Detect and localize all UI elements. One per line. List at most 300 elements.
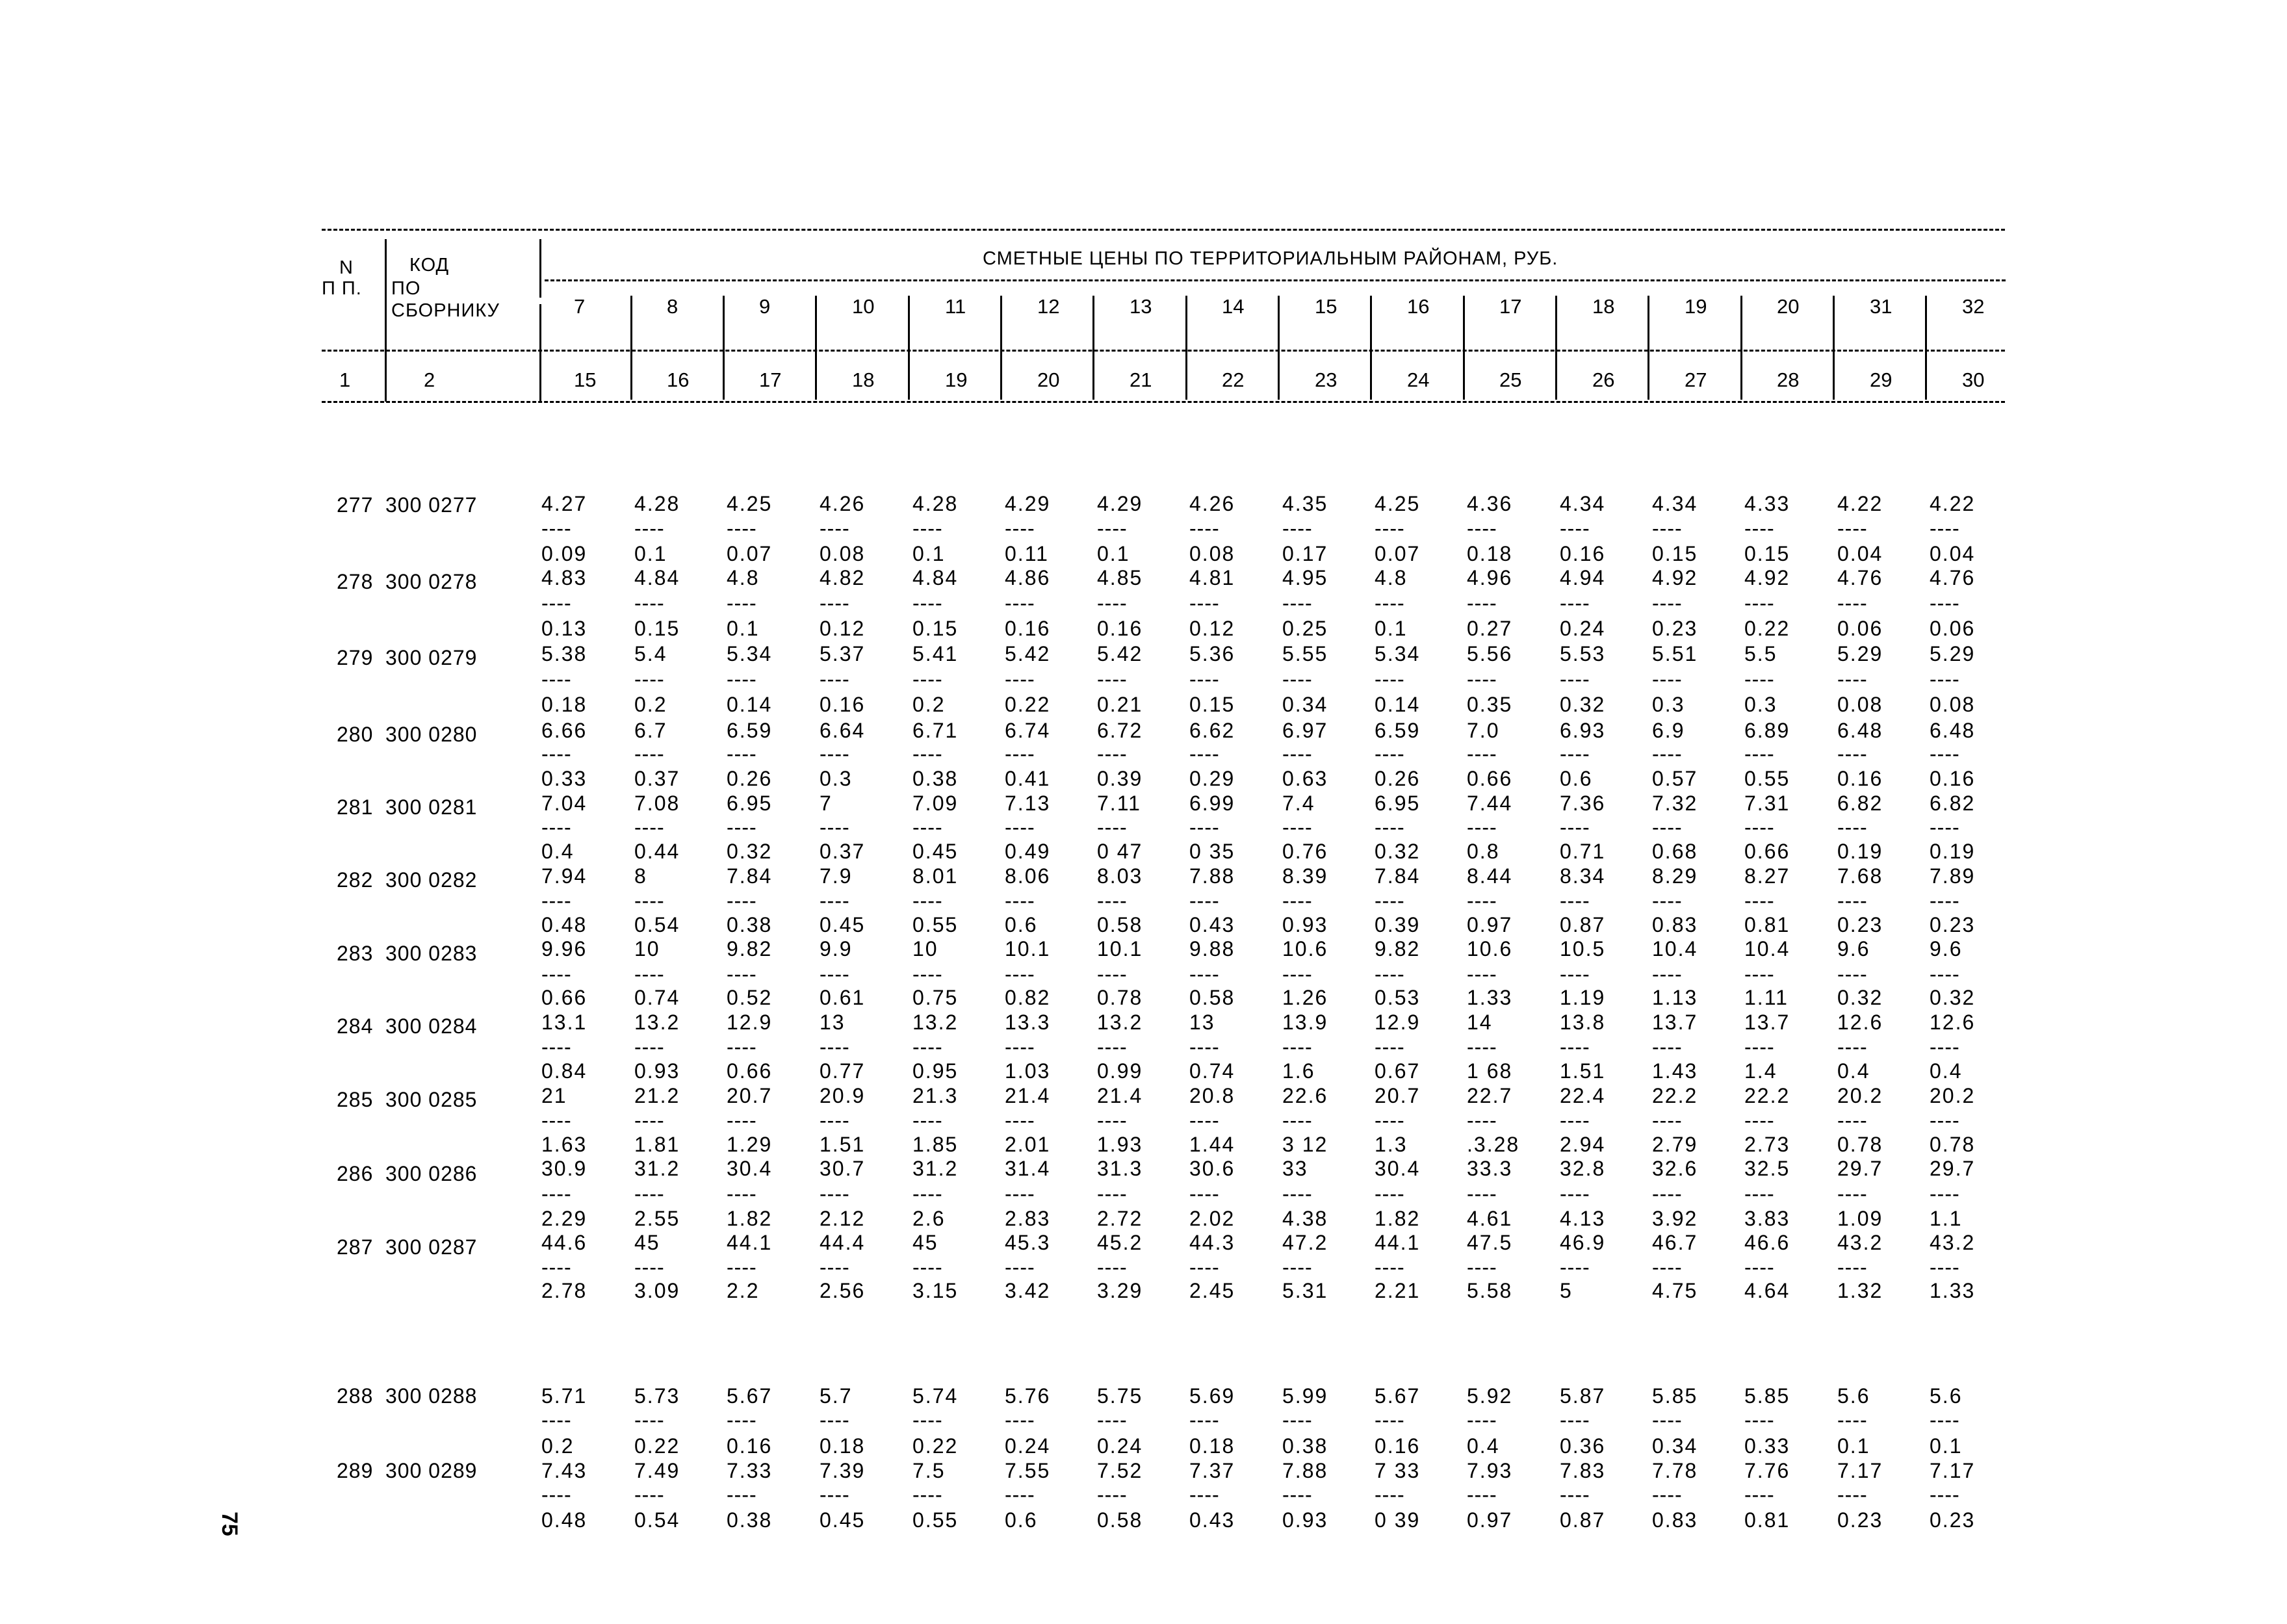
- price-cell: 3 12: [1282, 1133, 1328, 1156]
- fraction-separator: ----: [1652, 889, 1683, 912]
- fraction-separator: ----: [634, 1256, 665, 1279]
- price-cell: 43.2: [1930, 1231, 1976, 1254]
- price-cell: 1.81: [634, 1133, 680, 1156]
- price-cell: 33: [1282, 1157, 1308, 1180]
- price-cell: 2.72: [1097, 1207, 1143, 1230]
- price-cell: 0.14: [1375, 693, 1421, 716]
- price-cell: 0.2: [912, 693, 946, 716]
- price-cell: 0.93: [1282, 1508, 1328, 1532]
- fraction-separator: ----: [541, 816, 572, 839]
- district-number: 31: [1870, 295, 1893, 318]
- fraction-separator: ----: [541, 962, 572, 986]
- fraction-separator: ----: [1837, 1256, 1868, 1279]
- price-cell: 5.41: [912, 642, 959, 665]
- price-cell: 14: [1467, 1011, 1493, 1034]
- price-cell: 20.8: [1189, 1084, 1235, 1107]
- price-cell: 0.37: [820, 840, 866, 863]
- price-cell: 32.5: [1744, 1157, 1790, 1180]
- district-divider: [1000, 296, 1002, 400]
- price-cell: 0.78: [1837, 1133, 1883, 1156]
- row-number: 283: [337, 942, 374, 965]
- fraction-separator: ----: [820, 1483, 850, 1506]
- price-cell: 1.03: [1005, 1059, 1051, 1083]
- fraction-separator: ----: [1467, 591, 1497, 615]
- price-cell: 0.43: [1189, 913, 1235, 936]
- header-title: СМЕТНЫЕ ЦЕНЫ ПО ТЕРРИТОРИАЛЬНЫМ РАЙОНАМ, РУБ.: [983, 248, 1558, 269]
- fraction-separator: ----: [1560, 816, 1590, 839]
- price-cell: 0.3: [820, 767, 853, 790]
- price-cell: 5.38: [541, 642, 588, 665]
- fraction-separator: ----: [1744, 1182, 1775, 1205]
- price-cell: 5.42: [1005, 642, 1051, 665]
- fraction-separator: ----: [1930, 667, 1960, 691]
- price-cell: 6.59: [1375, 719, 1421, 742]
- fraction-separator: ----: [820, 1109, 850, 1132]
- price-cell: 4.13: [1560, 1207, 1606, 1230]
- price-cell: 1.4: [1744, 1059, 1777, 1083]
- column-number: 15: [574, 368, 597, 391]
- price-cell: 4.76: [1837, 566, 1883, 589]
- header-bottom-rule: [322, 401, 2005, 403]
- fraction-separator: ----: [1652, 1109, 1683, 1132]
- fraction-separator: ----: [1560, 1408, 1590, 1432]
- price-cell: 0.77: [820, 1059, 866, 1083]
- column-number: 26: [1592, 368, 1615, 391]
- fraction-separator: ----: [541, 1256, 572, 1279]
- fraction-separator: ----: [1652, 816, 1683, 839]
- price-cell: 0.24: [1097, 1434, 1143, 1458]
- price-cell: 0.3: [1744, 693, 1777, 716]
- row-code: 300 0287: [385, 1235, 478, 1259]
- price-cell: 0.34: [1282, 693, 1328, 716]
- fraction-separator: ----: [1097, 517, 1128, 540]
- price-cell: 0.1: [912, 542, 946, 565]
- fraction-separator: ----: [1744, 816, 1775, 839]
- price-cell: 0.04: [1930, 542, 1976, 565]
- row-number: 288: [337, 1384, 374, 1408]
- price-cell: 7.04: [541, 792, 588, 815]
- fraction-separator: ----: [1375, 1182, 1405, 1205]
- price-cell: 30.6: [1189, 1157, 1235, 1180]
- price-cell: 1.44: [1189, 1133, 1235, 1156]
- price-cell: 2.21: [1375, 1279, 1421, 1302]
- fraction-separator: ----: [1652, 962, 1683, 986]
- fraction-separator: ----: [541, 1408, 572, 1432]
- header-vbar-kod: [539, 239, 541, 298]
- price-cell: 6.95: [1375, 792, 1421, 815]
- price-cell: 0.2: [634, 693, 667, 716]
- fraction-separator: ----: [727, 1182, 757, 1205]
- fraction-separator: ----: [1189, 816, 1220, 839]
- price-cell: 7.93: [1467, 1459, 1513, 1482]
- price-cell: 4.34: [1560, 492, 1606, 515]
- price-cell: 8.01: [912, 864, 959, 888]
- price-cell: 0.82: [1005, 986, 1051, 1009]
- price-cell: 0.23: [1837, 913, 1883, 936]
- price-cell: 5.29: [1930, 642, 1976, 665]
- fraction-separator: ----: [1744, 591, 1775, 615]
- price-cell: 1.1: [1930, 1207, 1963, 1230]
- price-cell: 4.34: [1652, 492, 1698, 515]
- price-cell: 0.1: [727, 617, 760, 640]
- fraction-separator: ----: [634, 962, 665, 986]
- price-cell: 0.53: [1375, 986, 1421, 1009]
- price-cell: 7.0: [1467, 719, 1500, 742]
- price-cell: 9.82: [1375, 937, 1421, 960]
- price-cell: 0.3: [1652, 693, 1685, 716]
- fraction-separator: ----: [1930, 517, 1960, 540]
- column-number: 18: [852, 368, 875, 391]
- fraction-separator: ----: [1189, 1109, 1220, 1132]
- price-cell: 20.7: [1375, 1084, 1421, 1107]
- price-cell: 1.26: [1282, 986, 1328, 1009]
- fraction-separator: ----: [1744, 1256, 1775, 1279]
- fraction-separator: ----: [1467, 1256, 1497, 1279]
- price-cell: 0.1: [1837, 1434, 1870, 1458]
- price-cell: 10.6: [1282, 937, 1328, 960]
- price-cell: 8.06: [1005, 864, 1051, 888]
- fraction-separator: ----: [634, 1109, 665, 1132]
- price-cell: 7.11: [1097, 792, 1141, 815]
- fraction-separator: ----: [1837, 1483, 1868, 1506]
- price-cell: 0.58: [1189, 986, 1235, 1009]
- fraction-separator: ----: [1097, 667, 1128, 691]
- price-cell: 10.4: [1652, 937, 1698, 960]
- fraction-separator: ----: [541, 1483, 572, 1506]
- price-cell: 4.8: [727, 566, 760, 589]
- price-cell: 0.45: [820, 913, 866, 936]
- price-cell: 0.67: [1375, 1059, 1421, 1083]
- price-cell: 7.32: [1652, 792, 1698, 815]
- fraction-separator: ----: [1467, 667, 1497, 691]
- row-number: 285: [337, 1088, 374, 1111]
- price-cell: 13: [1189, 1011, 1215, 1034]
- price-cell: 0.38: [912, 767, 959, 790]
- district-divider: [1370, 296, 1372, 400]
- colnum-vbar: [385, 364, 387, 396]
- price-cell: 22.7: [1467, 1084, 1513, 1107]
- price-cell: 6.72: [1097, 719, 1143, 742]
- price-cell: 0.18: [541, 693, 588, 716]
- price-cell: 13.7: [1652, 1011, 1698, 1034]
- price-cell: 10.4: [1744, 937, 1790, 960]
- price-cell: 6.71: [912, 719, 959, 742]
- price-cell: 9.6: [1930, 937, 1963, 960]
- fraction-separator: ----: [727, 1035, 757, 1059]
- price-cell: 6.74: [1005, 719, 1051, 742]
- fraction-separator: ----: [1930, 1035, 1960, 1059]
- price-cell: 0.22: [634, 1434, 680, 1458]
- fraction-separator: ----: [912, 1256, 943, 1279]
- fraction-separator: ----: [1097, 962, 1128, 986]
- fraction-separator: ----: [1560, 1182, 1590, 1205]
- fraction-separator: ----: [1282, 1256, 1313, 1279]
- header-kod-label2: ПО: [391, 278, 421, 299]
- fraction-separator: ----: [1744, 962, 1775, 986]
- price-cell: 7.88: [1189, 864, 1235, 888]
- price-cell: 10.1: [1097, 937, 1143, 960]
- fraction-separator: ----: [634, 816, 665, 839]
- fraction-separator: ----: [1467, 962, 1497, 986]
- column-number: 20: [1037, 368, 1060, 391]
- price-cell: 6.64: [820, 719, 866, 742]
- price-cell: 0.63: [1282, 767, 1328, 790]
- price-cell: 5.67: [1375, 1384, 1421, 1408]
- price-cell: 0.22: [1744, 617, 1790, 640]
- fraction-separator: ----: [634, 742, 665, 766]
- price-cell: 8: [634, 864, 647, 888]
- price-cell: 0.16: [1560, 542, 1606, 565]
- fraction-separator: ----: [912, 742, 943, 766]
- price-cell: 2.83: [1005, 1207, 1051, 1230]
- header-kod-label3: СБОРНИКУ: [391, 300, 500, 321]
- fraction-separator: ----: [1930, 1256, 1960, 1279]
- price-cell: 0.26: [1375, 767, 1421, 790]
- price-cell: 7.31: [1744, 792, 1790, 815]
- price-cell: 10: [912, 937, 938, 960]
- fraction-separator: ----: [1652, 1182, 1683, 1205]
- price-cell: 5.85: [1652, 1384, 1698, 1408]
- district-number: 17: [1499, 295, 1522, 318]
- price-cell: 1.3: [1375, 1133, 1408, 1156]
- price-cell: 5.34: [1375, 642, 1421, 665]
- price-cell: 6.89: [1744, 719, 1790, 742]
- price-cell: 5.56: [1467, 642, 1513, 665]
- fraction-separator: ----: [912, 517, 943, 540]
- price-cell: 6.82: [1837, 792, 1883, 815]
- price-cell: 45: [634, 1231, 660, 1254]
- price-cell: 4.84: [912, 566, 959, 589]
- column-number: 23: [1315, 368, 1337, 391]
- fraction-separator: ----: [1282, 1109, 1313, 1132]
- price-cell: 7.44: [1467, 792, 1513, 815]
- price-cell: 0.33: [1744, 1434, 1790, 1458]
- price-cell: 0.23: [1930, 913, 1976, 936]
- price-cell: 4.35: [1282, 492, 1328, 515]
- price-cell: 0.29: [1189, 767, 1235, 790]
- fraction-separator: ----: [1005, 742, 1035, 766]
- price-cell: 12.6: [1930, 1011, 1976, 1034]
- fraction-separator: ----: [727, 667, 757, 691]
- price-cell: 0.22: [912, 1434, 959, 1458]
- fraction-separator: ----: [1467, 816, 1497, 839]
- price-cell: 0.08: [1837, 693, 1883, 716]
- price-cell: 1.43: [1652, 1059, 1698, 1083]
- fraction-separator: ----: [1375, 517, 1405, 540]
- price-cell: 0.06: [1837, 617, 1883, 640]
- price-cell: 6.9: [1652, 719, 1685, 742]
- fraction-separator: ----: [1189, 1408, 1220, 1432]
- price-cell: 0.83: [1652, 913, 1698, 936]
- fraction-separator: ----: [912, 1182, 943, 1205]
- price-cell: 0.21: [1097, 693, 1143, 716]
- fraction-separator: ----: [541, 591, 572, 615]
- district-rule: [545, 279, 2006, 281]
- price-cell: 0.57: [1652, 767, 1698, 790]
- fraction-separator: ----: [1652, 1035, 1683, 1059]
- price-cell: 0.81: [1744, 1508, 1790, 1532]
- price-cell: 0.15: [1652, 542, 1698, 565]
- price-cell: 7.68: [1837, 864, 1883, 888]
- fraction-separator: ----: [820, 591, 850, 615]
- fraction-separator: ----: [1282, 742, 1313, 766]
- price-cell: 0 47: [1097, 840, 1143, 863]
- price-cell: 46.7: [1652, 1231, 1698, 1254]
- column-number: 28: [1777, 368, 1800, 391]
- price-cell: 13: [820, 1011, 846, 1034]
- fraction-separator: ----: [1930, 889, 1960, 912]
- price-cell: 22.4: [1560, 1084, 1606, 1107]
- district-divider: [815, 296, 817, 400]
- price-cell: 7.4: [1282, 792, 1315, 815]
- price-cell: 2.78: [541, 1279, 588, 1302]
- price-cell: 0.44: [634, 840, 680, 863]
- price-cell: 0.12: [820, 617, 866, 640]
- price-cell: 4.96: [1467, 566, 1513, 589]
- price-cell: 20.9: [820, 1084, 866, 1107]
- fraction-separator: ----: [634, 517, 665, 540]
- fraction-separator: ----: [1560, 962, 1590, 986]
- price-cell: 0.16: [1837, 767, 1883, 790]
- price-cell: 5.92: [1467, 1384, 1513, 1408]
- row-number: 286: [337, 1162, 374, 1185]
- price-cell: 1.33: [1930, 1279, 1976, 1302]
- fraction-separator: ----: [1560, 667, 1590, 691]
- price-cell: 0.4: [1467, 1434, 1500, 1458]
- fraction-separator: ----: [1837, 1109, 1868, 1132]
- fraction-separator: ----: [1744, 517, 1775, 540]
- fraction-separator: ----: [1560, 591, 1590, 615]
- price-cell: 7.55: [1005, 1459, 1051, 1482]
- fraction-separator: ----: [912, 816, 943, 839]
- price-cell: 0.08: [1189, 542, 1235, 565]
- price-cell: 1.63: [541, 1133, 588, 1156]
- fraction-separator: ----: [1189, 1182, 1220, 1205]
- column-number: 21: [1130, 368, 1152, 391]
- price-cell: 0.34: [1652, 1434, 1698, 1458]
- price-cell: 0.6: [1005, 913, 1038, 936]
- fraction-separator: ----: [727, 517, 757, 540]
- fraction-separator: ----: [1189, 1035, 1220, 1059]
- fraction-separator: ----: [912, 1408, 943, 1432]
- price-cell: 30.7: [820, 1157, 866, 1180]
- price-cell: 0.08: [1930, 693, 1976, 716]
- price-cell: 7.84: [727, 864, 773, 888]
- price-cell: 5.74: [912, 1384, 959, 1408]
- row-code: 300 0282: [385, 868, 478, 892]
- price-cell: 7.84: [1375, 864, 1421, 888]
- row-code: 300 0289: [385, 1459, 478, 1482]
- fraction-separator: ----: [1652, 1483, 1683, 1506]
- district-number: 20: [1777, 295, 1800, 318]
- column-number: 25: [1499, 368, 1522, 391]
- price-cell: 1.6: [1282, 1059, 1315, 1083]
- fraction-separator: ----: [1467, 1483, 1497, 1506]
- price-cell: 9.96: [541, 937, 588, 960]
- price-cell: 0.6: [1560, 767, 1593, 790]
- price-cell: 5.31: [1282, 1279, 1328, 1302]
- price-cell: 0.23: [1652, 617, 1698, 640]
- row-number: 281: [337, 795, 374, 819]
- price-cell: 7.13: [1005, 792, 1051, 815]
- price-cell: 7.43: [541, 1459, 588, 1482]
- price-cell: 5: [1560, 1279, 1573, 1302]
- price-cell: 31.3: [1097, 1157, 1143, 1180]
- price-cell: 7.78: [1652, 1459, 1698, 1482]
- price-cell: 0.66: [727, 1059, 773, 1083]
- price-cell: 0.27: [1467, 617, 1513, 640]
- price-cell: 0.16: [820, 693, 866, 716]
- price-cell: 7.5: [912, 1459, 946, 1482]
- fraction-separator: ----: [1097, 591, 1128, 615]
- district-divider: [908, 296, 910, 400]
- fraction-separator: ----: [727, 816, 757, 839]
- fraction-separator: ----: [1005, 517, 1035, 540]
- fraction-separator: ----: [541, 1109, 572, 1132]
- fraction-separator: ----: [1930, 742, 1960, 766]
- column-number: 24: [1407, 368, 1430, 391]
- price-cell: 12.6: [1837, 1011, 1883, 1034]
- price-cell: 0.15: [1189, 693, 1235, 716]
- price-cell: 5.34: [727, 642, 773, 665]
- price-cell: 21.4: [1005, 1084, 1051, 1107]
- district-divider: [1092, 296, 1094, 400]
- price-cell: 0.6: [1005, 1508, 1038, 1532]
- price-cell: 4.75: [1652, 1279, 1698, 1302]
- district-number: 12: [1037, 295, 1060, 318]
- price-cell: 4.82: [820, 566, 866, 589]
- fraction-separator: ----: [1930, 1109, 1960, 1132]
- price-cell: 9.9: [820, 937, 853, 960]
- price-cell: 0.26: [727, 767, 773, 790]
- row-number: 280: [337, 723, 374, 746]
- fraction-separator: ----: [1467, 1109, 1497, 1132]
- price-cell: 4.84: [634, 566, 680, 589]
- fraction-separator: ----: [1560, 517, 1590, 540]
- fraction-separator: ----: [1837, 962, 1868, 986]
- price-cell: 13.2: [634, 1011, 680, 1034]
- price-cell: 7.17: [1837, 1459, 1883, 1482]
- fraction-separator: ----: [1375, 667, 1405, 691]
- fraction-separator: ----: [1837, 667, 1868, 691]
- price-cell: 0.93: [1282, 913, 1328, 936]
- price-cell: 9.82: [727, 937, 773, 960]
- price-cell: 0.71: [1560, 840, 1606, 863]
- price-cell: 4.29: [1005, 492, 1051, 515]
- price-cell: 6.99: [1189, 792, 1235, 815]
- price-cell: 4.86: [1005, 566, 1051, 589]
- header-mid-rule: [322, 350, 2005, 352]
- row-number: 289: [337, 1459, 374, 1482]
- fraction-separator: ----: [1005, 1483, 1035, 1506]
- district-number: 16: [1407, 295, 1430, 318]
- price-cell: 0.32: [1837, 986, 1883, 1009]
- fraction-separator: ----: [634, 1408, 665, 1432]
- price-cell: 0 35: [1189, 840, 1235, 863]
- district-divider: [1463, 296, 1465, 400]
- price-cell: 44.1: [1375, 1231, 1421, 1254]
- fraction-separator: ----: [1467, 1408, 1497, 1432]
- price-cell: 4.81: [1189, 566, 1235, 589]
- fraction-separator: ----: [1097, 1182, 1128, 1205]
- price-cell: 8.44: [1467, 864, 1513, 888]
- price-cell: 4.38: [1282, 1207, 1328, 1230]
- price-cell: 30.4: [1375, 1157, 1421, 1180]
- district-number: 7: [574, 295, 586, 318]
- row-code: 300 0288: [385, 1384, 478, 1408]
- fraction-separator: ----: [541, 742, 572, 766]
- fraction-separator: ----: [1282, 1035, 1313, 1059]
